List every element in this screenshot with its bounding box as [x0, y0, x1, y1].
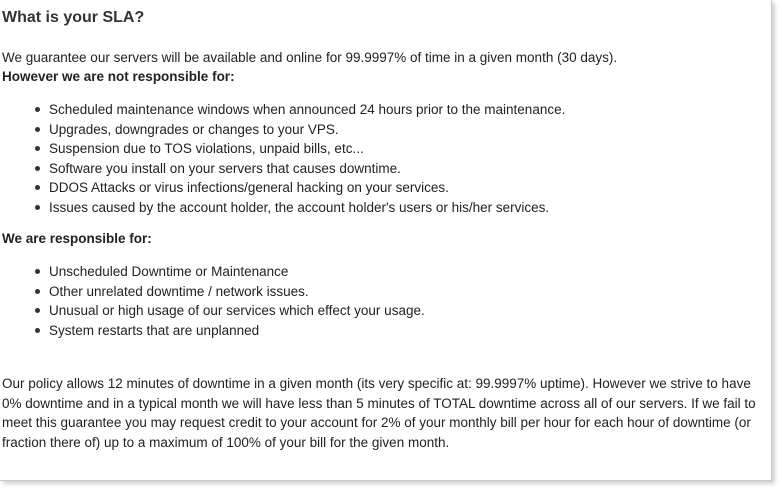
list-item: DDOS Attacks or virus infections/general hacking on your services.: [49, 178, 771, 198]
policy-text: Our policy allows 12 minutes of downtime in a given month (its very specific at: 99.9997% uptime). However we strive to have 0% downtime and in a typical month we will have less than 5 minutes of TOTAL downtime across all of our servers. If we fail to meet this guarantee you may request credit to your account for 2% of your monthly bill per hour for each hour of downtime (or fraction there of) up to a maximum of 100% of your bill for the given month.: [2, 376, 756, 450]
list-item: Issues caused by the account holder, the account holder's users or his/her services.: [49, 198, 771, 218]
intro-text: We guarantee our servers will be available and online for 99.9997% of time in a given month (30 days).: [2, 50, 618, 65]
responsible-list: [2, 262, 771, 340]
not-responsible-heading: However we are not responsible for:: [2, 69, 235, 84]
list-item: System restarts that are unplanned: [49, 321, 771, 341]
list-item: Unusual or high usage of our services which effect your usage.: [49, 301, 771, 321]
page-title: What is your SLA?: [2, 9, 145, 26]
responsible-heading: We are responsible for:: [2, 231, 152, 246]
list-item: Scheduled maintenance windows when announced 24 hours prior to the maintenance.: [49, 100, 771, 120]
list-item: Upgrades, downgrades or changes to your VPS.: [49, 120, 771, 140]
list-item: Software you install on your servers that causes downtime.: [49, 159, 771, 179]
not-responsible-list: [2, 100, 771, 217]
list-item: Other unrelated downtime / network issues.: [49, 282, 771, 302]
list-item: Suspension due to TOS violations, unpaid bills, etc...: [49, 139, 771, 159]
list-item: Unscheduled Downtime or Maintenance: [49, 262, 771, 282]
